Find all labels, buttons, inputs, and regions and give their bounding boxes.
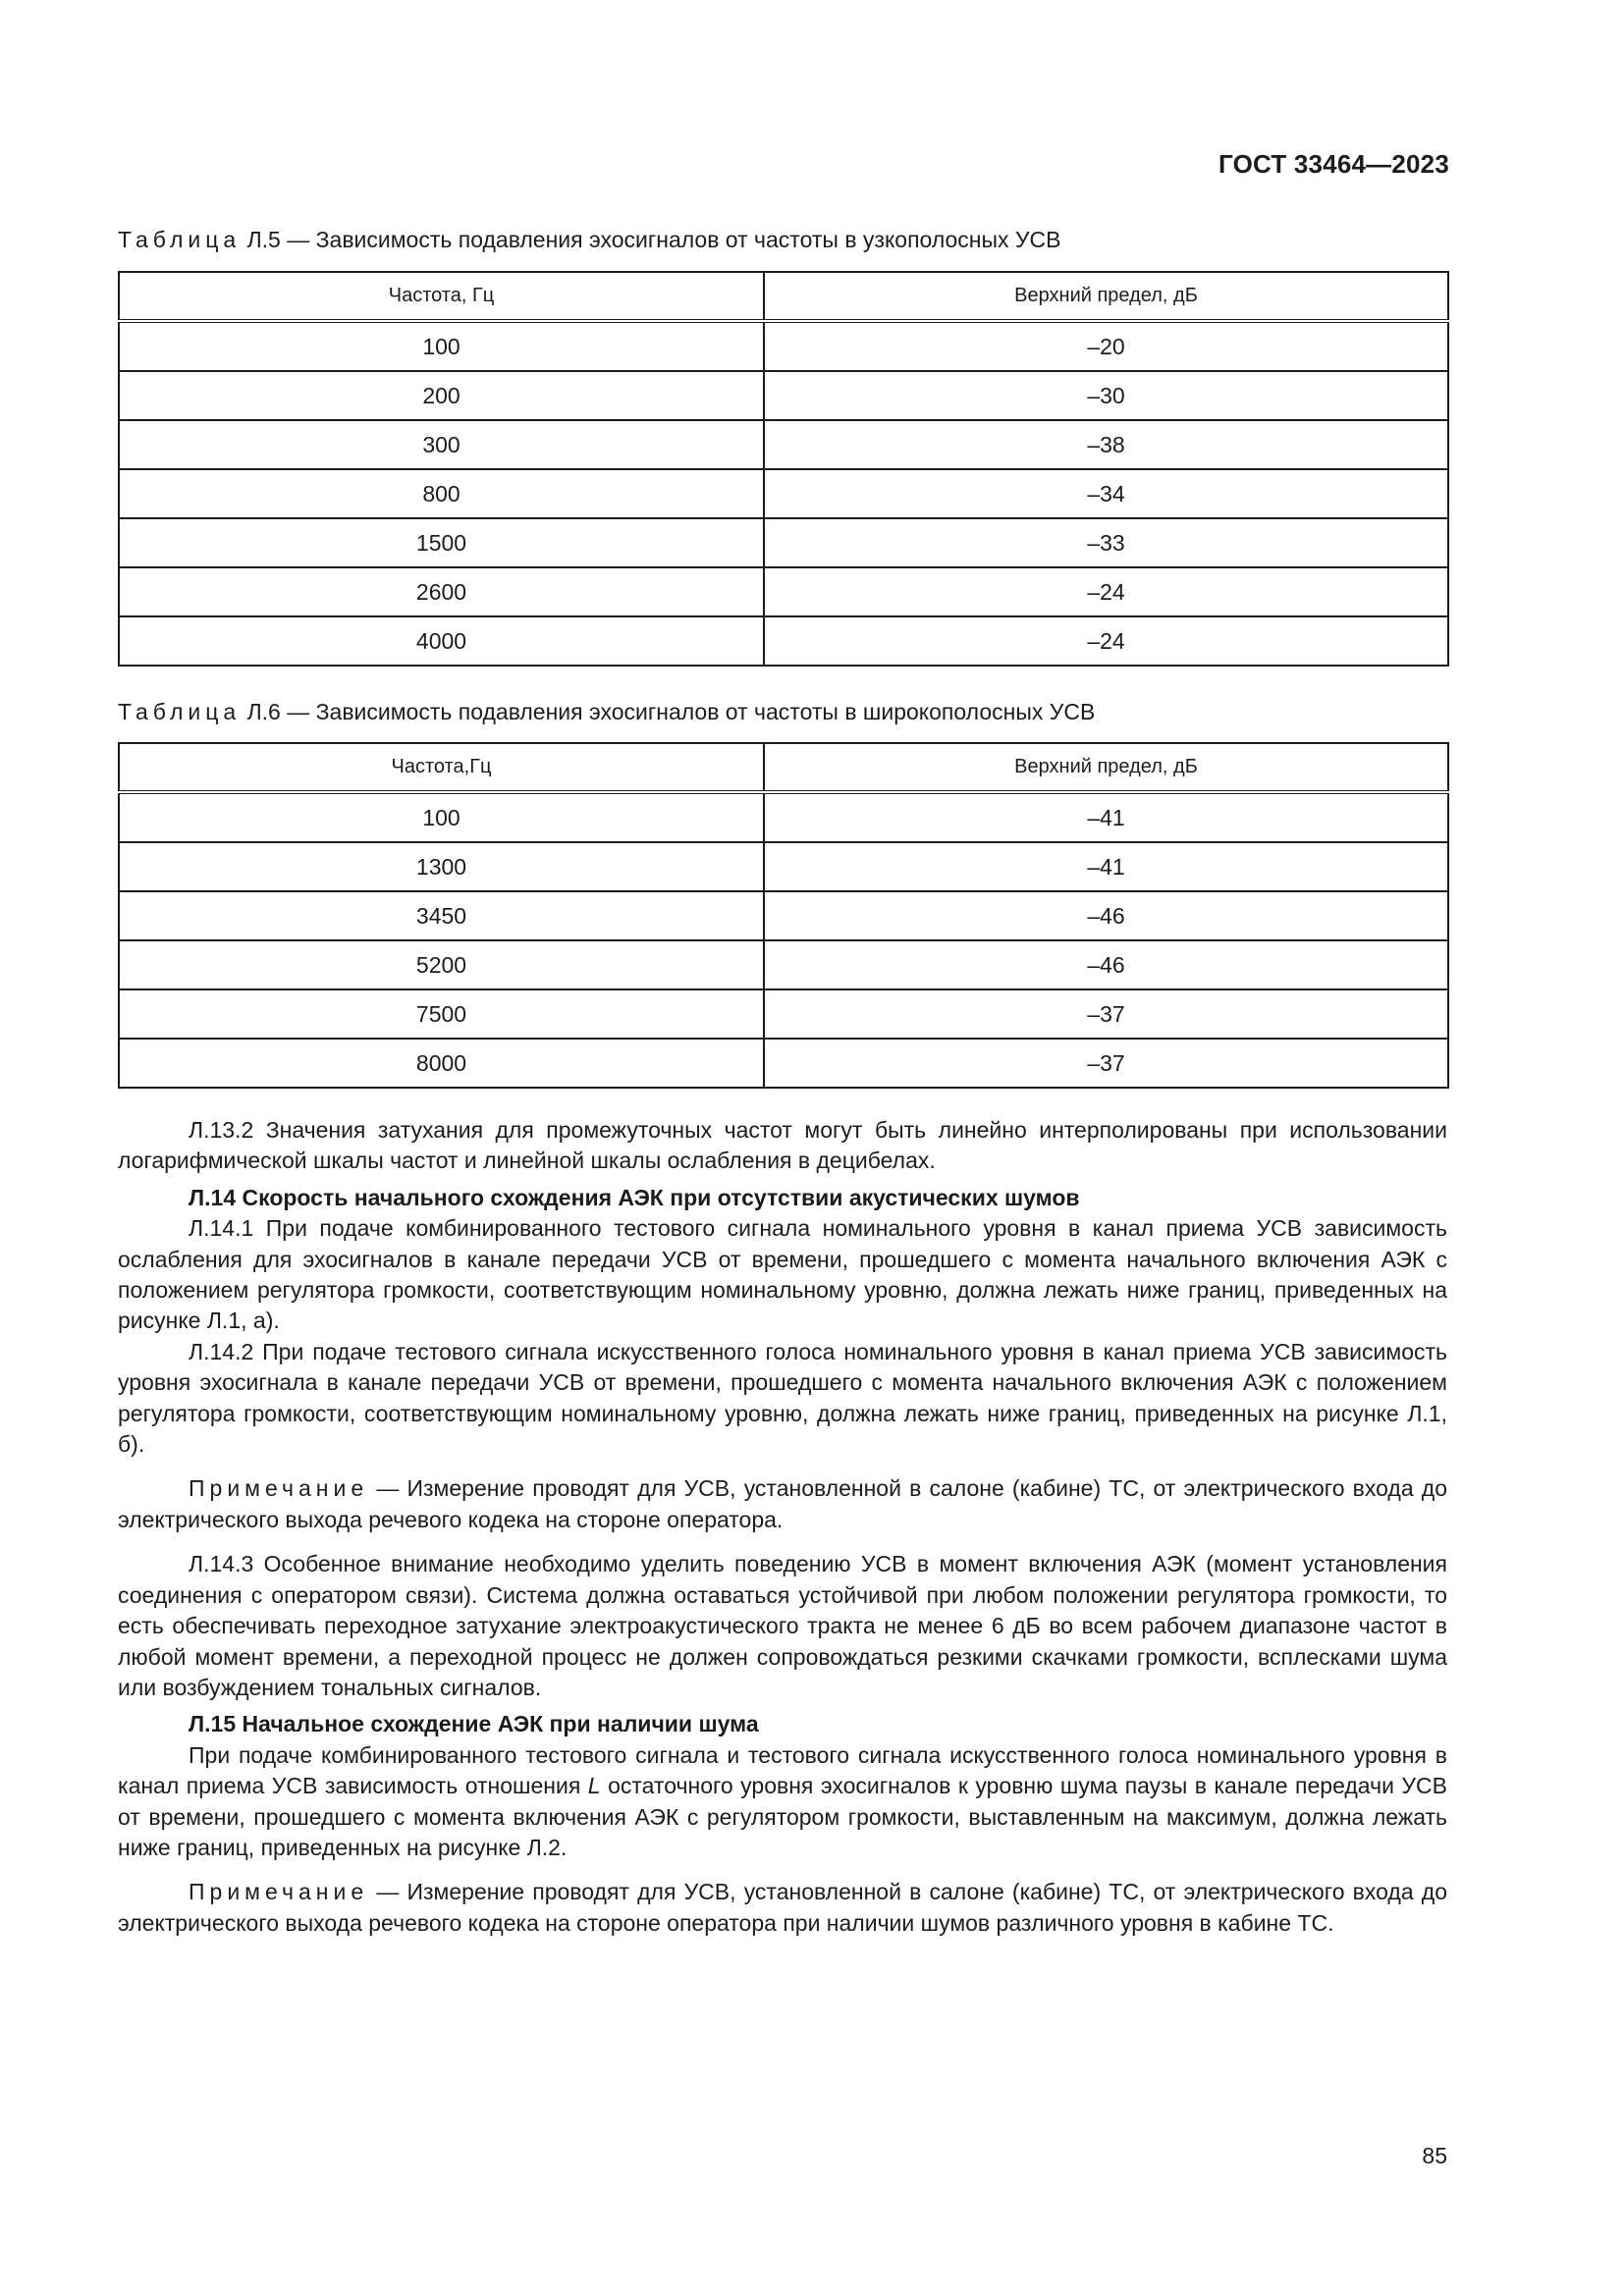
limit-cell: –41 (764, 792, 1448, 842)
paragraph-13-2: Л.13.2 Значения затухания для промежуточных частот могут быть линейно интерполированы при использовании логарифмической шкалы частот и линейной шкалы ослабления в децибелах. (118, 1117, 1447, 1174)
table-row (119, 616, 1448, 666)
paragraph-14-3: Л.14.3 Особенное внимание необходимо уделить поведению УСВ в момент включения АЭК (момент установления соединения с оператором связи). Система должна оставаться устойчивой при любом положении регулятора громкости, то есть обеспечивать переходное затухание электроакустического тракта не менее 6 дБ во всем рабочем диапазоне частот в любой момент времени, а переходной процесс не должен сопровождаться резкими скачками громкости, всплесками шума или возбуждением тональных сигналов. (118, 1551, 1447, 1700)
frequency-cell: 1500 (119, 518, 764, 567)
paragraph-15-end: остаточного уровня эхосигналов к уровню шума паузы в канале передачи УСВ от времени, прошедшего с момента включения АЭК с регулятором громкости, выставленным на максимум, должна лежать ниже границ, приведенных на рисунке Л.2. (118, 1773, 1447, 1860)
limit-cell: –46 (764, 940, 1448, 989)
frequency-cell: 300 (119, 420, 764, 469)
heading-14: Л.14 Скорость начального схождения АЭК при отсутствии акустических шумов (189, 1184, 1080, 1210)
table5-caption-text: Л.5 — Зависимость подавления эхосигналов от частоты в узкополосных УСВ (241, 227, 1061, 252)
limit-cell: –30 (764, 371, 1448, 420)
table-row (119, 567, 1448, 616)
page-number: 85 (1422, 2143, 1447, 2168)
paragraph-14-2: Л.14.2 При подаче тестового сигнала искусственного голоса номинального уровня в канал приема УСВ зависимость уровня эхосигнала в канале передачи УСВ от времени, прошедшего с момента начального включения АЭК с положением регулятора громкости, соответствующим номинальному уровню, должна лежать ниже границ, приведенных на рисунке Л.1, б). (118, 1338, 1447, 1458)
table5-caption-prefix: Таблица (118, 227, 242, 252)
frequency-cell: 7500 (119, 989, 764, 1039)
table-row (119, 321, 1448, 371)
paragraph-14-1: Л.14.1 При подаче комбинированного тестового сигнала номинального уровня в канал приема УСВ зависимость ослабления для эхосигналов в канале передачи УСВ от времени, прошедшего с момента начального включения АЭК с положением регулятора громкости, соответствующим номинальному уровню, должна лежать ниже границ, приведенных на рисунке Л.1, а). (118, 1215, 1447, 1334)
table5-header-row (119, 272, 1448, 321)
limit-cell: –24 (764, 616, 1448, 666)
standard-designation: ГОСТ 33464—2023 (1218, 149, 1449, 179)
note-1-text: — Измерение проводят для УСВ, установленной в салоне (кабине) ТС, от электрического входа до электрического выхода речевого кодека на стороне оператора. (118, 1475, 1447, 1532)
table6-col-frequency: Частота,Гц (119, 743, 764, 792)
table-row (119, 989, 1448, 1039)
table5-col-frequency: Частота, Гц (119, 272, 764, 321)
table-row (119, 792, 1448, 842)
limit-cell: –41 (764, 842, 1448, 891)
limit-cell: –33 (764, 518, 1448, 567)
frequency-cell: 8000 (119, 1039, 764, 1088)
frequency-cell: 800 (119, 469, 764, 518)
table6-col-upper-limit: Верхний предел, дБ (764, 743, 1448, 792)
limit-cell: –46 (764, 891, 1448, 940)
variable-l: L (587, 1773, 601, 1799)
table-row (119, 469, 1448, 518)
table6-header-row (119, 743, 1448, 792)
table-row (119, 420, 1448, 469)
paragraph-15-start: При подаче комбинированного тестового сигнала и тестового сигнала искусственного голоса номинального уровня в канал приема УСВ зависимость отношения (118, 1741, 1447, 1799)
note-1-label: Примечание (189, 1475, 369, 1502)
limit-cell: –37 (764, 989, 1448, 1039)
table-row (119, 1039, 1448, 1088)
table5-caption (118, 227, 1060, 253)
frequency-cell: 5200 (119, 940, 764, 989)
heading-15: Л.15 Начальное схождение АЭК при наличии шума (189, 1711, 759, 1737)
limit-cell: –38 (764, 420, 1448, 469)
limit-cell: –37 (764, 1039, 1448, 1088)
limit-cell: –20 (764, 321, 1448, 371)
note-2-label: Примечание (189, 1879, 369, 1905)
table-row (119, 518, 1448, 567)
table6-caption-prefix: Таблица (118, 699, 242, 724)
table6 (118, 742, 1449, 1089)
table-row (119, 940, 1448, 989)
frequency-cell: 2600 (119, 567, 764, 616)
frequency-cell: 200 (119, 371, 764, 420)
frequency-cell: 1300 (119, 842, 764, 891)
note-2-text: — Измерение проводят для УСВ, установленной в салоне (кабине) ТС, от электрического входа до электрического выхода речевого кодека на стороне оператора при наличии шумов различного уровня в кабине ТС. (118, 1879, 1447, 1936)
table6-caption-text: Л.6 — Зависимость подавления эхосигналов от частоты в широкополосных УСВ (241, 699, 1096, 724)
table-row (119, 371, 1448, 420)
limit-cell: –34 (764, 469, 1448, 518)
paragraph-15 (118, 1740, 1447, 1864)
frequency-cell: 3450 (119, 891, 764, 940)
table5 (118, 271, 1449, 667)
table-row (119, 842, 1448, 891)
note-2 (118, 1877, 1447, 1939)
frequency-cell: 4000 (119, 616, 764, 666)
table-row (119, 891, 1448, 940)
table5-col-upper-limit: Верхний предел, дБ (764, 272, 1448, 321)
note-1 (118, 1473, 1447, 1535)
body-text (118, 1115, 1447, 1939)
limit-cell: –24 (764, 567, 1448, 616)
table6-caption (118, 699, 1095, 725)
frequency-cell: 100 (119, 321, 764, 371)
frequency-cell: 100 (119, 792, 764, 842)
